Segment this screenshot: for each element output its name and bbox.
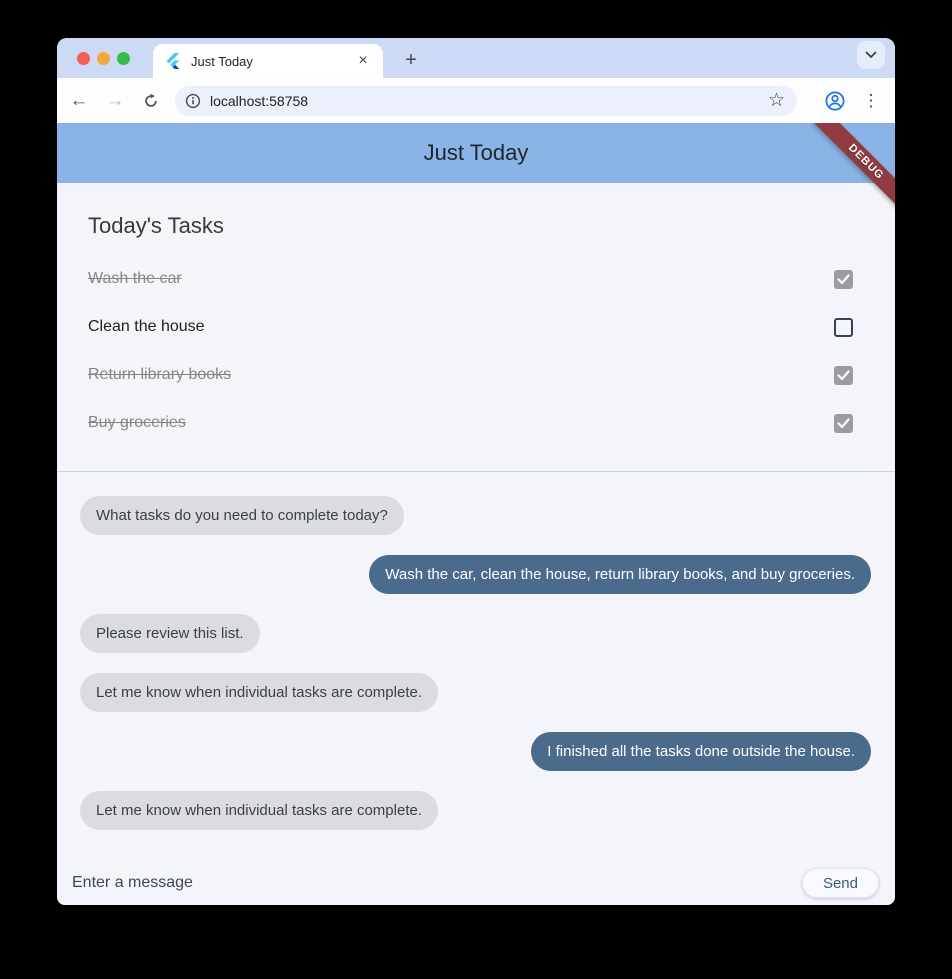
task-label: Clean the house [88,318,205,335]
tab-title: Just Today [191,53,253,69]
task-row [88,399,863,447]
reload-button[interactable] [137,87,165,115]
tab-close-icon[interactable]: × [358,52,368,69]
task-label: Wash the car [88,270,182,287]
chat-bubble-received: What tasks do you need to complete today? [80,496,404,535]
task-row [88,255,863,303]
bookmark-star-icon[interactable]: ☆ [767,90,785,111]
chevron-down-icon [865,51,877,59]
fullscreen-window-button[interactable] [117,52,130,65]
chat-bubble-received: Please review this list. [80,614,260,653]
address-bar[interactable] [175,86,797,116]
flutter-icon [165,53,181,69]
url-text[interactable]: localhost:58758 [210,92,309,109]
task-checkbox[interactable] [834,318,853,337]
task-checkbox[interactable] [834,414,853,433]
message-input[interactable]: Enter a message [72,874,193,891]
chat-bubble-sent: Wash the car, clean the house, return library books, and buy groceries. [369,555,871,594]
checkmark-icon [837,418,850,429]
send-button[interactable]: Send [802,868,879,898]
forward-button[interactable]: → [105,89,125,111]
tab-search-button[interactable] [857,41,885,69]
task-section-heading: Today's Tasks [88,213,224,238]
chat-bubble-received: Let me know when individual tasks are complete. [80,791,438,830]
task-checkbox[interactable] [834,270,853,289]
task-label: Buy groceries [88,414,186,431]
tab-strip [57,38,895,78]
message-composer [57,861,895,905]
debug-banner: DEBUG [814,123,895,214]
browser-tab[interactable] [153,44,383,78]
site-info-icon[interactable] [185,93,201,109]
app-content [57,123,895,905]
window-controls [57,52,130,78]
app-title: Just Today [423,140,529,165]
chat-message-list [57,472,895,830]
checkmark-icon [837,274,850,285]
minimize-window-button[interactable] [97,52,110,65]
app-bar [57,123,895,183]
new-tab-button[interactable]: + [405,48,417,71]
task-row [88,351,863,399]
chat-bubble-received: Let me know when individual tasks are complete. [80,673,438,712]
close-window-button[interactable] [77,52,90,65]
task-row [88,303,863,351]
chat-bubble-sent: I finished all the tasks done outside the house. [531,732,871,771]
task-list [88,255,863,447]
profile-button[interactable] [821,87,849,115]
browser-menu-button[interactable]: ⋮ [862,90,880,110]
task-section [57,183,895,447]
task-checkbox[interactable] [834,366,853,385]
checkmark-icon [837,370,850,381]
profile-avatar-icon [824,90,846,112]
task-label: Return library books [88,366,232,383]
browser-toolbar [57,78,895,123]
browser-window [57,38,895,905]
back-button[interactable]: ← [69,89,89,111]
reload-icon [143,93,159,109]
